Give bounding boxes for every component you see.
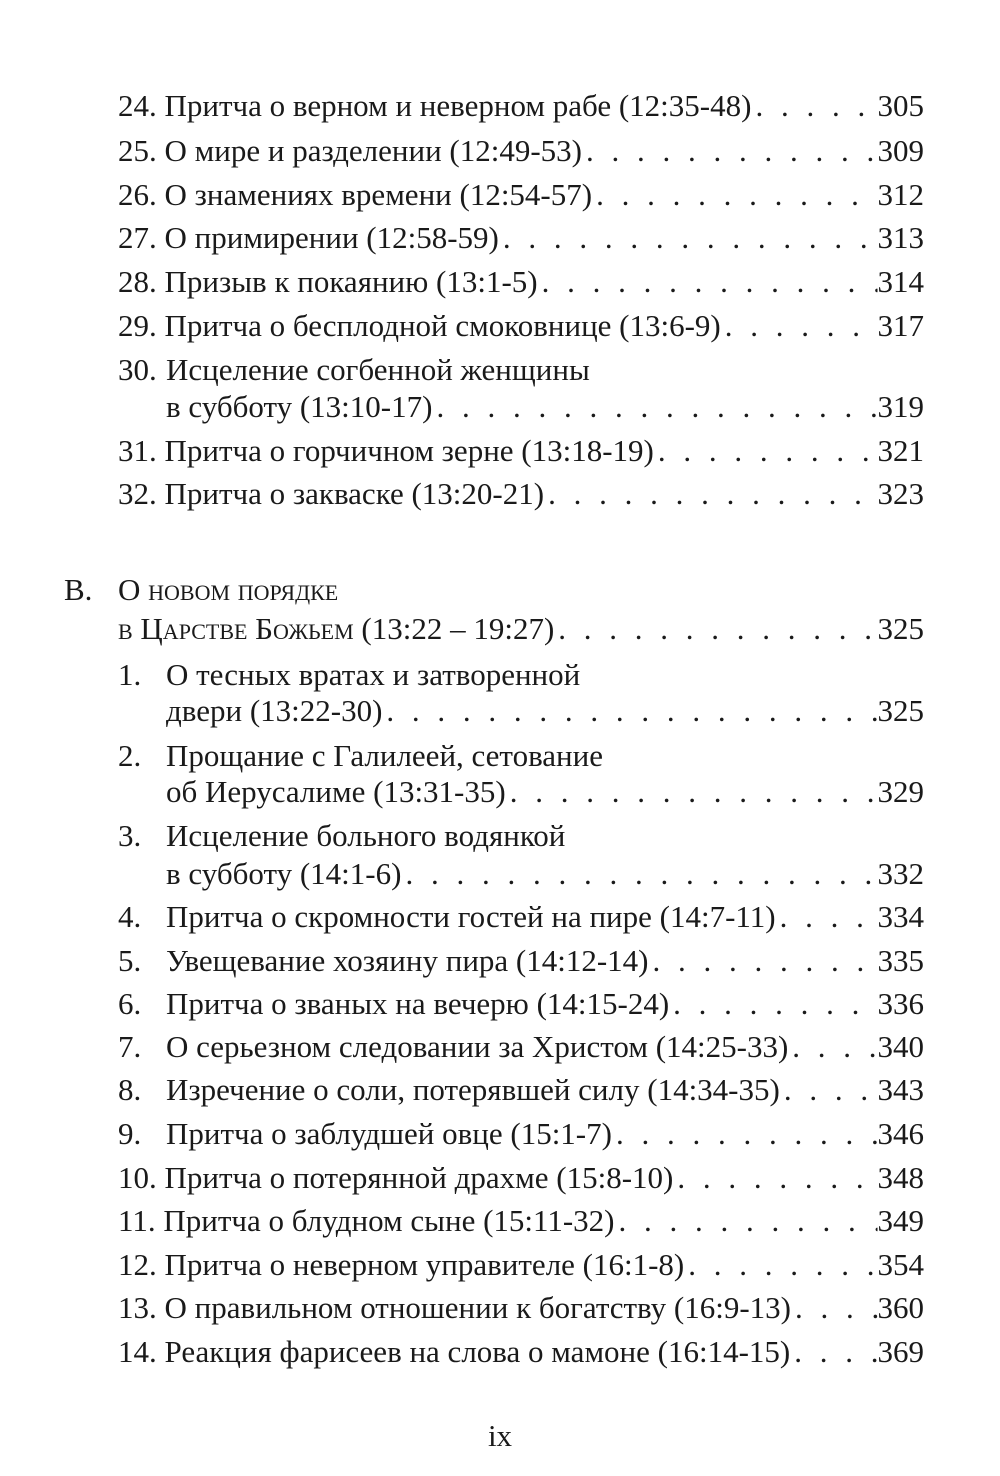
toc-entry-page: 340 <box>877 1029 924 1064</box>
toc-entry-title: об Иерусалиме (13:31-35) <box>166 774 506 809</box>
toc-entry <box>0 1114 1000 1154</box>
toc-entry-page: 317 <box>877 308 924 343</box>
toc-entry-title: 24. Притча о верном и неверном рабе (12:35-48) <box>118 88 752 123</box>
toc-entry-page: 309 <box>877 133 924 168</box>
toc-entry-title-line1: Прощание с Галилеей, сетование <box>166 738 603 773</box>
toc-entry-title: 11. Притча о блудном сыне (15:11-32) <box>118 1203 615 1238</box>
leader-dots <box>382 691 877 731</box>
toc-entry-title: 31. Притча о горчичном зерне (13:18-19) <box>118 433 654 468</box>
leader-dots <box>582 131 877 171</box>
leader-dots <box>780 1070 878 1110</box>
toc-entry-page: 332 <box>877 856 924 891</box>
toc-entry-page: 325 <box>877 693 924 728</box>
toc-entry-page: 323 <box>877 476 924 511</box>
section-title-line2: в Царстве Божьем (13:22 – 19:27) <box>118 611 555 646</box>
toc-section-heading <box>0 570 1000 649</box>
toc-entry-title: 25. О мире и разделении (12:49-53) <box>118 133 583 168</box>
leader-dots <box>506 772 878 812</box>
toc-entry-title: двери (13:22-30) <box>166 693 383 728</box>
section-title-line1: О новом порядке <box>118 572 339 607</box>
toc-entry <box>0 175 1000 215</box>
toc-entry-number: 7. <box>118 1029 142 1064</box>
toc-entry-page: 343 <box>877 1072 924 1107</box>
leader-dots <box>788 1027 877 1067</box>
toc-entry-page: 349 <box>877 1203 924 1238</box>
toc-entry-page: 335 <box>877 943 924 978</box>
toc-entry-page: 305 <box>877 88 924 123</box>
leader-dots <box>776 897 878 937</box>
toc-entry-title: 13. О правильном отношении к богатству (16:9-13) <box>118 1290 791 1325</box>
section-letter: В. <box>64 572 93 607</box>
page-number: ix <box>487 1418 513 1453</box>
toc-entry <box>0 1332 1000 1372</box>
toc-entry-title: 29. Притча о бесплодной смоковнице (13:6-9) <box>118 308 721 343</box>
leader-dots <box>544 474 877 514</box>
toc-entry <box>0 941 1000 981</box>
leader-dots <box>673 1158 877 1198</box>
toc-entry <box>0 1158 1000 1198</box>
leader-dots <box>751 86 877 126</box>
toc-entry-page: 346 <box>877 1116 924 1151</box>
toc-entry <box>0 218 1000 258</box>
toc-entry-number: 3. <box>118 818 142 853</box>
toc-entry <box>0 431 1000 471</box>
leader-dots <box>554 609 877 649</box>
toc-entry-number: 6. <box>118 986 142 1021</box>
toc-entry-title: 32. Притча о закваске (13:20-21) <box>118 476 545 511</box>
toc-entry-title: 26. О знамениях времени (12:54-57) <box>118 177 593 212</box>
toc-entry <box>0 131 1000 171</box>
toc-entry <box>0 1027 1000 1067</box>
leader-dots <box>669 984 877 1024</box>
toc-entry-page: 369 <box>877 1334 924 1369</box>
toc-entry-number: 9. <box>118 1116 142 1151</box>
toc-entry-number: 1. <box>118 657 142 692</box>
toc-entry-title-line1: О тесных вратах и затворенной <box>166 657 581 692</box>
toc-entry-title: в субботу (14:1-6) <box>166 856 402 891</box>
toc-entry-page: 321 <box>877 433 924 468</box>
toc-entry <box>0 1288 1000 1328</box>
toc-entry-title: Изречение о соли, потерявшей силу (14:34-35) <box>166 1072 780 1107</box>
toc-entry <box>0 306 1000 346</box>
leader-dots <box>592 175 877 215</box>
toc-entry-title: Увещевание хозяину пира (14:12-14) <box>166 943 649 978</box>
toc-entry-title: 14. Реакция фарисеев на слова о мамоне (16:14-15) <box>118 1334 791 1369</box>
toc-entry-title: 12. Притча о неверном управителе (16:1-8) <box>118 1247 685 1282</box>
toc-entry <box>0 655 1000 731</box>
toc-entry-page: 319 <box>877 389 924 424</box>
toc-entry-title: Притча о скромности гостей на пире (14:7-11) <box>166 899 776 934</box>
toc-entry-title: 28. Призыв к покаянию (13:1-5) <box>118 264 538 299</box>
leader-dots <box>654 431 878 471</box>
toc-entry <box>0 984 1000 1024</box>
toc-entry-number: 8. <box>118 1072 142 1107</box>
leader-dots <box>432 387 877 427</box>
toc-entry <box>0 86 1000 126</box>
leader-dots <box>499 218 878 258</box>
toc-entry <box>0 897 1000 937</box>
toc-entry-page: 360 <box>877 1290 924 1325</box>
toc-entry <box>0 736 1000 812</box>
toc-entry-page: 354 <box>877 1247 924 1282</box>
toc-entry-title: 27. О примирении (12:58-59) <box>118 220 499 255</box>
leader-dots <box>401 854 877 894</box>
toc-entry-page: 348 <box>877 1160 924 1195</box>
toc-entry-title: Притча о званых на вечерю (14:15-24) <box>166 986 670 1021</box>
toc-entry-number: 30. <box>118 352 157 387</box>
toc-entry <box>0 1245 1000 1285</box>
toc-entry-page: 329 <box>877 774 924 809</box>
toc-entry <box>0 1070 1000 1110</box>
leader-dots <box>612 1114 878 1154</box>
leader-dots <box>721 306 878 346</box>
toc-entry-title: в субботу (13:10-17) <box>166 389 433 424</box>
toc-entry-number: 2. <box>118 738 142 773</box>
toc-entry-title: 10. Притча о потерянной драхме (15:8-10) <box>118 1160 674 1195</box>
toc-entry-page: 336 <box>877 986 924 1021</box>
toc-entry-title: Притча о заблудшей овце (15:1-7) <box>166 1116 612 1151</box>
toc-entry-number: 5. <box>118 943 142 978</box>
section-page: 325 <box>877 611 924 646</box>
toc-entry <box>0 350 1000 427</box>
toc-entry-page: 313 <box>877 220 924 255</box>
toc-entry <box>0 474 1000 514</box>
leader-dots <box>538 262 878 302</box>
toc-entry-title-line1: Исцеление согбенной женщины <box>166 352 590 387</box>
leader-dots <box>649 941 878 981</box>
toc-entry <box>0 1201 1000 1241</box>
toc-entry <box>0 262 1000 302</box>
toc-entry-title-line1: Исцеление больного водянкой <box>166 818 566 853</box>
toc-entry-page: 334 <box>877 899 924 934</box>
toc-entry-page: 314 <box>877 264 924 299</box>
leader-dots <box>791 1288 878 1328</box>
toc-entry-title: О серьезном следовании за Христом (14:25-33) <box>166 1029 789 1064</box>
leader-dots <box>684 1245 877 1285</box>
toc-entry <box>0 816 1000 894</box>
toc-entry-page: 312 <box>877 177 924 212</box>
leader-dots <box>615 1201 878 1241</box>
leader-dots <box>790 1332 877 1372</box>
toc-entry-number: 4. <box>118 899 142 934</box>
